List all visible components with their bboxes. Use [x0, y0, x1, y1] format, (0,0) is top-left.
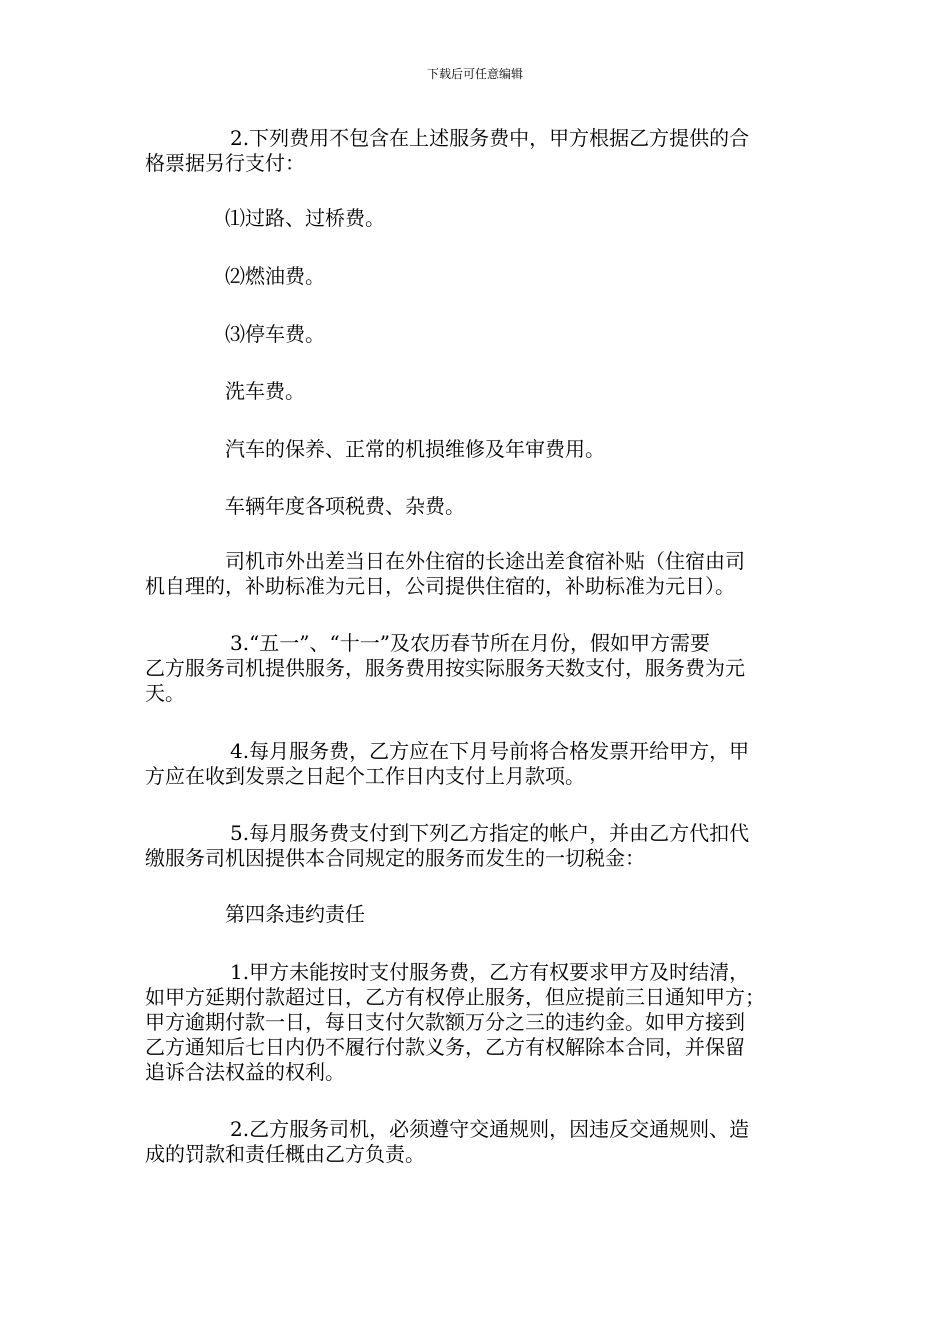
- paragraph-line: 3.“五一”、“十一”及农历春节所在月份，假如甲方需要: [230, 631, 710, 655]
- paragraph-line: 1.甲方未能按时支付服务费，乙方有权要求甲方及时结清，: [230, 960, 750, 984]
- list-item-car-wash: 洗车费。: [225, 379, 305, 403]
- page-header: 下载后可任意编辑: [426, 67, 523, 81]
- paragraph-fees-excluded: [145, 126, 805, 176]
- section-heading-breach-liability: 第四条违约责任: [225, 902, 365, 926]
- paragraph-line: 2.乙方服务司机，必须遵守交通规则，因违反交通规则、造: [230, 1117, 750, 1141]
- list-item-taxes: 车辆年度各项税费、杂费。: [225, 494, 465, 518]
- paragraph-line: 甲方逾期付款一日，每日支付欠款额万分之三的违约金。如甲方接到: [145, 1010, 745, 1034]
- paragraph-travel-allowance: [145, 549, 805, 599]
- paragraph-line: 格票据另行支付：: [145, 151, 305, 175]
- paragraph-line: 成的罚款和责任概由乙方负责。: [145, 1142, 425, 1166]
- paragraph-line: 如甲方延期付款超过日，乙方有权停止服务，但应提前三日通知甲方；: [145, 985, 765, 1009]
- paragraph-line: 2.下列费用不包含在上述服务费中，甲方根据乙方提供的合: [230, 126, 750, 150]
- paragraph-holiday-service: [145, 631, 805, 706]
- paragraph-late-payment: [145, 960, 805, 1085]
- list-item-maintenance: 汽车的保养、正常的机损维修及年审费用。: [225, 437, 605, 461]
- paragraph-line: 方应在收到发票之日起个工作日内支付上月款项。: [145, 764, 585, 788]
- paragraph-line: 追诉合法权益的权利。: [145, 1060, 345, 1084]
- paragraph-payment-account: [145, 821, 805, 871]
- paragraph-line: 司机市外出差当日在外住宿的长途出差食宿补贴（住宿由司: [225, 549, 745, 573]
- list-item-fuel: ⑵燃油费。: [225, 264, 325, 288]
- paragraph-line: 5.每月服务费支付到下列乙方指定的帐户，并由乙方代扣代: [230, 821, 750, 845]
- paragraph-line: 天。: [145, 681, 185, 705]
- list-item-parking: ⑶停车费。: [225, 322, 325, 346]
- paragraph-traffic-rules: [145, 1117, 805, 1167]
- paragraph-line: 乙方通知后七日内仍不履行付款义务，乙方有权解除本合同，并保留: [145, 1035, 745, 1059]
- paragraph-line: 缴服务司机因提供本合同规定的服务而发生的一切税金：: [145, 846, 645, 870]
- paragraph-line: 乙方服务司机提供服务，服务费用按实际服务天数支付，服务费为元: [145, 656, 745, 680]
- paragraph-monthly-invoice: [145, 739, 805, 789]
- paragraph-line: 4.每月服务费，乙方应在下月号前将合格发票开给甲方，甲: [230, 739, 750, 763]
- paragraph-line: 机自理的，补助标准为元日，公司提供住宿的，补助标准为元日）。: [145, 574, 735, 598]
- list-item-tolls: ⑴过路、过桥费。: [225, 206, 385, 230]
